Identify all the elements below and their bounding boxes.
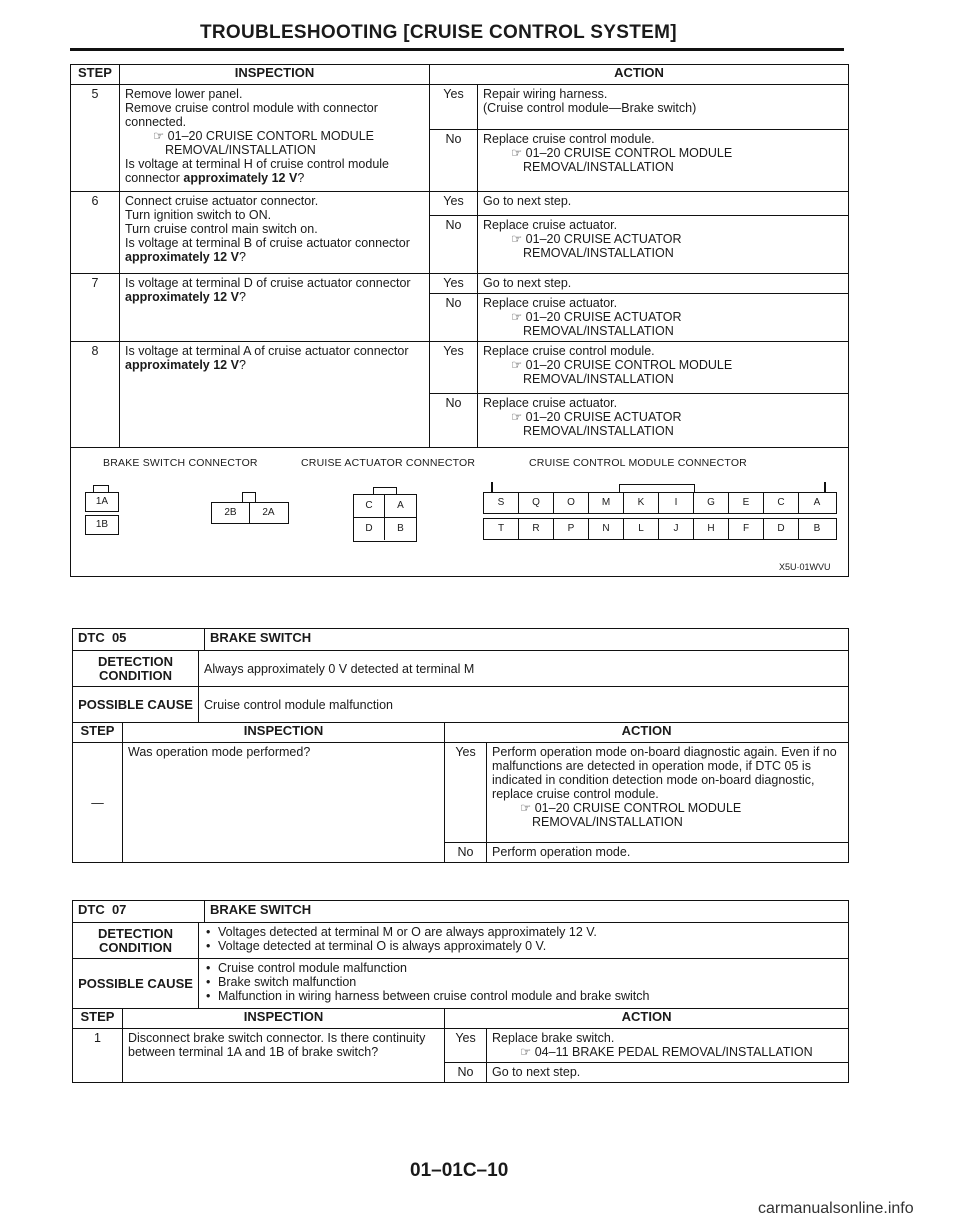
possible-cause-label: POSSIBLE CAUSE [73, 959, 199, 1009]
dtc-07-table [72, 900, 849, 1083]
pin-n: N [589, 519, 624, 539]
step-number: 6 [71, 192, 120, 274]
action-line: Replace cruise actuator. [483, 396, 618, 410]
pin-k: K [624, 493, 659, 513]
detection-condition [199, 923, 849, 959]
detection-condition-label: DETECTION CONDITION [73, 923, 199, 959]
action-text [478, 216, 849, 274]
inspection-emphasis: approximately 12 V [125, 250, 239, 264]
pin-o: O [554, 493, 589, 513]
inspection-line: ? [297, 171, 305, 185]
brake-switch-pin-1b: 1B [85, 515, 119, 535]
inspection-line: Remove cruise control module with connector connected. [125, 101, 378, 129]
dtc-code: DTC 05 [73, 629, 205, 651]
inspection-text [120, 342, 430, 448]
answer-no: No [445, 843, 487, 863]
header-inspection: INSPECTION [123, 723, 445, 743]
dtc-05-table [72, 628, 849, 863]
action-line: Perform operation mode on-board diagnostic again. Even if no malfunctions are detected in operation mode, if DTC 05 is indicated in condition detection mode on-board diagnostic, replace cruise control module. [492, 745, 837, 801]
pin-s: S [484, 493, 519, 513]
connector-diagram [71, 448, 849, 577]
pin-l: L [624, 519, 659, 539]
brake-switch-connector-label: BRAKE SWITCH CONNECTOR [103, 457, 258, 469]
pin-2b: 2B [212, 503, 250, 523]
answer-yes: Yes [430, 85, 478, 130]
action-text [487, 743, 849, 843]
answer-no: No [430, 294, 478, 342]
header-step: STEP [73, 1009, 123, 1029]
action-line: Replace cruise actuator. [483, 296, 618, 310]
pin-g: G [694, 493, 729, 513]
inspection-emphasis: approximately 12 V [183, 171, 298, 185]
detection-item: • Voltage detected at terminal O is always approximately 0 V. [218, 939, 843, 953]
inspection-line: Is voltage at terminal B of cruise actuator connector [125, 236, 410, 250]
cruise-actuator-connector [353, 494, 417, 542]
action-line: Replace cruise control module. [483, 132, 655, 146]
pin-c: C [354, 495, 385, 518]
header-action: ACTION [445, 723, 849, 743]
reference-link: REMOVAL/INSTALLATION [532, 815, 683, 829]
inspection-text: Was operation mode performed? [123, 743, 445, 863]
connector-guide [824, 482, 826, 492]
inspection-line: Is voltage at terminal H of cruise control module connector [125, 157, 390, 185]
inspection-line: Connect cruise actuator connector. [125, 194, 319, 208]
reference-link: REMOVAL/INSTALLATION [523, 372, 674, 386]
module-connector-bottom-row [483, 518, 837, 540]
connector-lock-tab [93, 485, 109, 492]
page-number: 01–01C–10 [410, 1160, 509, 1181]
reference-link: REMOVAL/INSTALLATION [523, 324, 674, 338]
pin-d: D [354, 518, 385, 540]
pin-f: F [729, 519, 764, 539]
answer-yes: Yes [445, 1029, 487, 1063]
dtc-name: BRAKE SWITCH [205, 901, 849, 923]
reference-link: ☞ 01–20 CRUISE CONTROL MODULE [511, 358, 733, 372]
header-inspection: INSPECTION [123, 1009, 445, 1029]
action-text [478, 294, 849, 342]
inspection-line: ? [238, 290, 246, 304]
cause-item: • Brake switch malfunction [218, 975, 843, 989]
pin-p: P [554, 519, 589, 539]
answer-no: No [430, 394, 478, 448]
connector-lock-tab [242, 492, 256, 503]
cause-item: • Malfunction in wiring harness between cruise control module and brake switch [218, 989, 843, 1003]
reference-link: ☞ 01–20 CRUISE ACTUATOR [511, 410, 682, 424]
action-line: Replace cruise control module. [483, 344, 655, 358]
pin-m: M [589, 493, 624, 513]
reference-link: ☞ 04–11 BRAKE PEDAL REMOVAL/INSTALLATION [520, 1045, 813, 1059]
cause-item: • Cruise control module malfunction [218, 961, 843, 975]
pin-e: E [729, 493, 764, 513]
troubleshooting-table-steps-5-8 [70, 64, 849, 577]
action-text [478, 130, 849, 192]
pin-j: J [659, 519, 694, 539]
action-text [487, 1029, 849, 1063]
pin-q: Q [519, 493, 554, 513]
possible-cause [199, 959, 849, 1009]
detection-item: • Voltages detected at terminal M or O are always approximately 12 V. [218, 925, 843, 939]
action-text: Go to next step. [487, 1063, 849, 1083]
pin-h: H [694, 519, 729, 539]
detection-condition-label: DETECTION CONDITION [73, 651, 199, 687]
reference-link: ☞ 01–20 CRUISE ACTUATOR [511, 232, 682, 246]
reference-link: ☞ 01–20 CRUISE CONTORL MODULE [153, 129, 374, 143]
action-line: Replace brake switch. [492, 1031, 615, 1045]
pin-a: A [813, 497, 821, 508]
step-number: 5 [71, 85, 120, 192]
title-rule [70, 48, 844, 51]
action-text [478, 192, 849, 216]
module-connector-top-row [483, 492, 837, 514]
pin-r: R [519, 519, 554, 539]
header-inspection: INSPECTION [120, 65, 430, 85]
step-number: 1 [73, 1029, 123, 1083]
pin-d: D [764, 519, 799, 539]
inspection-line: Turn ignition switch to ON. [125, 208, 272, 222]
connector-guide [491, 482, 493, 492]
header-step: STEP [71, 65, 120, 85]
inspection-text: Disconnect brake switch connector. Is there continuity between terminal 1A and 1B of brake switch? [123, 1029, 445, 1083]
connector-lock-tab [619, 484, 695, 493]
answer-no: No [445, 1063, 487, 1083]
action-line: (Cruise control module—Brake switch) [483, 101, 697, 115]
inspection-text [120, 85, 430, 192]
inspection-line: Remove lower panel. [125, 87, 243, 101]
header-action: ACTION [430, 65, 849, 85]
reference-link: ☞ 01–20 CRUISE CONTROL MODULE [520, 801, 742, 815]
step-number: 7 [71, 274, 120, 342]
cruise-actuator-connector-label: CRUISE ACTUATOR CONNECTOR [301, 457, 476, 469]
footer-watermark: carmanualsonline.info [758, 1200, 914, 1217]
pin-c: C [764, 493, 799, 513]
action-line: Go to next step. [483, 276, 572, 290]
answer-yes: Yes [430, 274, 478, 294]
action-text: Perform operation mode. [487, 843, 849, 863]
pin-b: B [813, 523, 821, 534]
reference-link: REMOVAL/INSTALLATION [165, 143, 316, 157]
detection-condition: Always approximately 0 V detected at terminal M [199, 651, 849, 687]
answer-no: No [430, 216, 478, 274]
answer-yes: Yes [430, 192, 478, 216]
reference-link: ☞ 01–20 CRUISE ACTUATOR [511, 310, 682, 324]
action-text [478, 85, 849, 130]
pin-i: I [659, 493, 694, 513]
cruise-control-module-connector-label: CRUISE CONTROL MODULE CONNECTOR [529, 457, 747, 469]
action-text [478, 342, 849, 394]
pin-t: T [484, 519, 519, 539]
inspection-emphasis: approximately 12 V [125, 358, 239, 372]
step-number: 8 [71, 342, 120, 448]
page-title: TROUBLESHOOTING [CRUISE CONTROL SYSTEM] [200, 22, 677, 43]
brake-switch-connector-2 [211, 502, 289, 524]
pin-b: B [397, 523, 404, 534]
reference-link: ☞ 01–20 CRUISE CONTROL MODULE [511, 146, 733, 160]
inspection-line: Is voltage at terminal A of cruise actuator connector [125, 344, 409, 358]
connector-lock-tab [373, 487, 397, 494]
reference-link: REMOVAL/INSTALLATION [523, 246, 674, 260]
answer-no: No [430, 130, 478, 192]
inspection-line: Is voltage at terminal D of cruise actuator connector [125, 276, 411, 290]
brake-switch-pin-1a: 1A [85, 492, 119, 512]
pin-a: A [385, 495, 416, 518]
action-text [478, 394, 849, 448]
action-text [478, 274, 849, 294]
reference-link: REMOVAL/INSTALLATION [523, 424, 674, 438]
header-step: STEP [73, 723, 123, 743]
reference-link: REMOVAL/INSTALLATION [523, 160, 674, 174]
inspection-text [120, 274, 430, 342]
dtc-name: BRAKE SWITCH [205, 629, 849, 651]
inspection-line: ? [238, 250, 246, 264]
pin-2a: 2A [262, 507, 275, 518]
answer-yes: Yes [445, 743, 487, 843]
inspection-line: Turn cruise control main switch on. [125, 222, 318, 236]
possible-cause-label: POSSIBLE CAUSE [73, 687, 199, 723]
dtc-code: DTC 07 [73, 901, 205, 923]
inspection-line: ? [238, 358, 246, 372]
inspection-emphasis: approximately 12 V [125, 290, 239, 304]
inspection-text [120, 192, 430, 274]
action-line: Repair wiring harness. [483, 87, 608, 101]
action-line: Go to next step. [483, 194, 572, 208]
action-line: Replace cruise actuator. [483, 218, 618, 232]
header-action: ACTION [445, 1009, 849, 1029]
step-number: — [73, 743, 123, 863]
answer-yes: Yes [430, 342, 478, 394]
figure-code: X5U·01WVU [779, 562, 831, 572]
possible-cause: Cruise control module malfunction [199, 687, 849, 723]
